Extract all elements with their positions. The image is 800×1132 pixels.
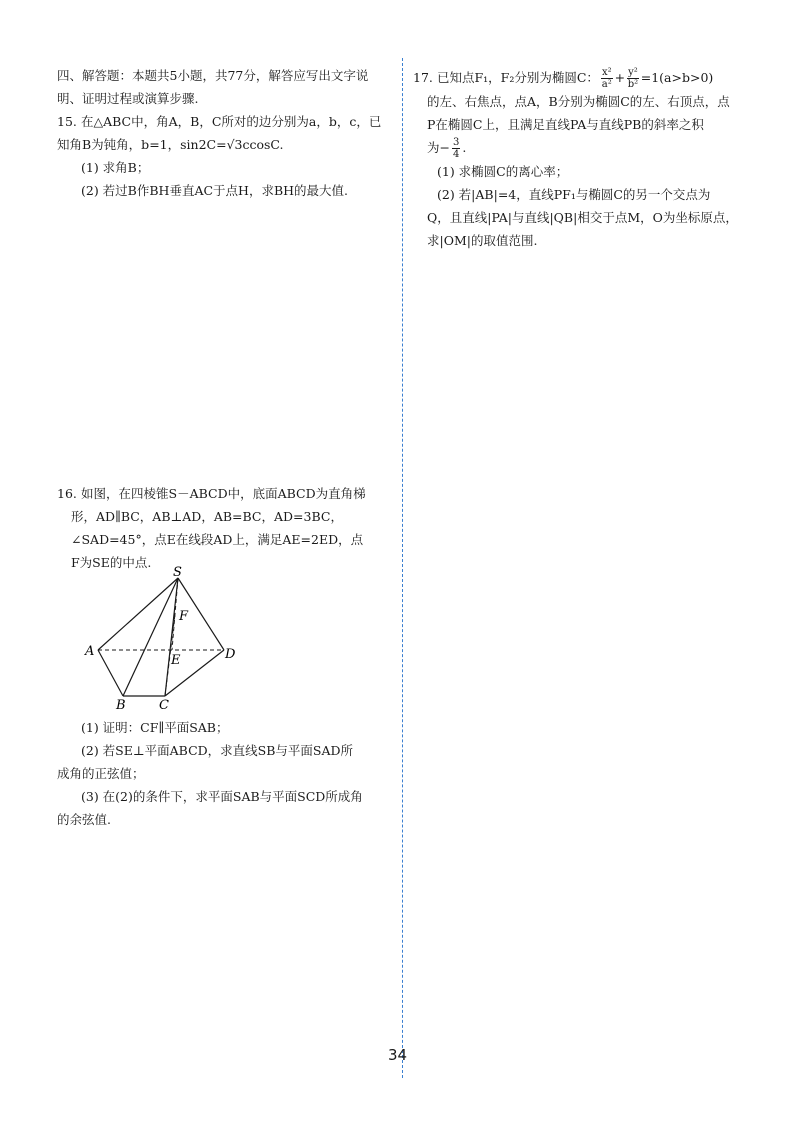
q15-part1: (1) 求角B； — [81, 160, 150, 175]
q17-part2-line2: Q，且直线|PA|与直线|QB|相交于点M，O为坐标原点， — [427, 210, 738, 225]
label-S: S — [173, 565, 182, 580]
q17-line3: P在椭圆C上，且满足直线PA与直线PB的斜率之积 — [427, 117, 704, 132]
fraction-y2-b2 — [627, 67, 639, 90]
q17-line4-a: 为− — [427, 140, 450, 155]
q16-part2-line1: (2) 若SE⊥平面ABCD，求直线SB与平面SAD所 — [81, 743, 354, 758]
q17-line1 — [437, 66, 758, 90]
frac1-denominator: a² — [601, 79, 612, 90]
label-C: C — [159, 698, 169, 710]
question-15 — [57, 110, 392, 133]
question-16 — [57, 482, 392, 574]
q16-part2-line2: 成角的正弦值； — [57, 766, 145, 781]
column-divider — [402, 58, 403, 1078]
frac1-numerator: x² — [601, 67, 612, 78]
frac2-denominator: b² — [627, 79, 639, 90]
label-E: E — [171, 653, 181, 668]
plus-sign: + — [614, 70, 626, 85]
frac3-numerator: 3 — [452, 137, 460, 148]
q16-line1: 如图，在四棱锥S－ABCD中，底面ABCD为直角梯 — [81, 486, 366, 501]
section-heading-line1: 四、解答题：本题共5小题，共77分，解答应写出文字说 — [57, 68, 369, 83]
left-column — [57, 64, 392, 202]
q17-line1-b: =1(a>b>0) — [640, 70, 714, 85]
q16-parts — [57, 716, 392, 831]
q17-line4-b: . — [462, 140, 467, 155]
label-D: D — [225, 647, 236, 662]
q15-line1: 在△ABC中，角A，B，C所对的边分别为a，b，c，已 — [81, 114, 382, 129]
pyramid-diagram — [82, 565, 242, 710]
q16-part3-line1: (3) 在(2)的条件下，求平面SAB与平面SCD所成角 — [81, 789, 363, 804]
label-A: A — [85, 644, 95, 659]
edge-SA — [98, 578, 178, 650]
q15-part2: (2) 若过B作BH垂直AC于点H，求BH的最大值. — [81, 183, 349, 198]
fraction-x2-a2 — [601, 67, 613, 90]
q16-part3-line2: 的余弦值. — [57, 812, 111, 827]
label-B: B — [116, 698, 126, 710]
q17-line4 — [413, 136, 758, 160]
q16-part1: (1) 证明：CF∥平面SAB； — [81, 720, 229, 735]
q17-part1: (1) 求椭圆C的离心率； — [437, 164, 569, 179]
q15-number: 15. — [57, 114, 77, 129]
q16-line3: ∠SAD=45°，点E在线段AD上，满足AE=2ED，点 — [71, 532, 364, 547]
q15-line2: 知角B为钝角，b=1，sin2C=√3ccosC. — [57, 137, 284, 152]
q16-line4: F为SE的中点. — [71, 555, 152, 570]
fraction-3-4 — [452, 137, 460, 160]
q17-line1-a: 已知点F₁，F₂分别为椭圆C： — [437, 70, 599, 85]
label-F: F — [179, 609, 189, 624]
q17-line2: 的左、右焦点，点A，B分别为椭圆C的左、右顶点，点 — [427, 94, 730, 109]
frac3-denominator: 4 — [452, 149, 460, 160]
right-column — [413, 66, 758, 252]
section-heading-line2: 明、证明过程或演算步骤. — [57, 91, 199, 106]
q17-part2-line1: (2) 若|AB|=4，直线PF₁与椭圆C的另一个交点为 — [437, 187, 711, 202]
q17-part2-line3: 求|OM|的取值范围. — [427, 233, 538, 248]
pyramid-figure — [82, 565, 242, 710]
page-number: 34 — [388, 1046, 408, 1064]
edge-SB — [123, 578, 178, 696]
q16-line2: 形，AD∥BC，AB⊥AD，AB=BC，AD=3BC， — [71, 509, 343, 524]
q16-number: 16. — [57, 486, 77, 501]
q17-number: 17. — [413, 70, 433, 85]
edge-AB — [98, 650, 123, 696]
question-17 — [413, 66, 758, 90]
frac2-numerator: y² — [628, 67, 638, 78]
